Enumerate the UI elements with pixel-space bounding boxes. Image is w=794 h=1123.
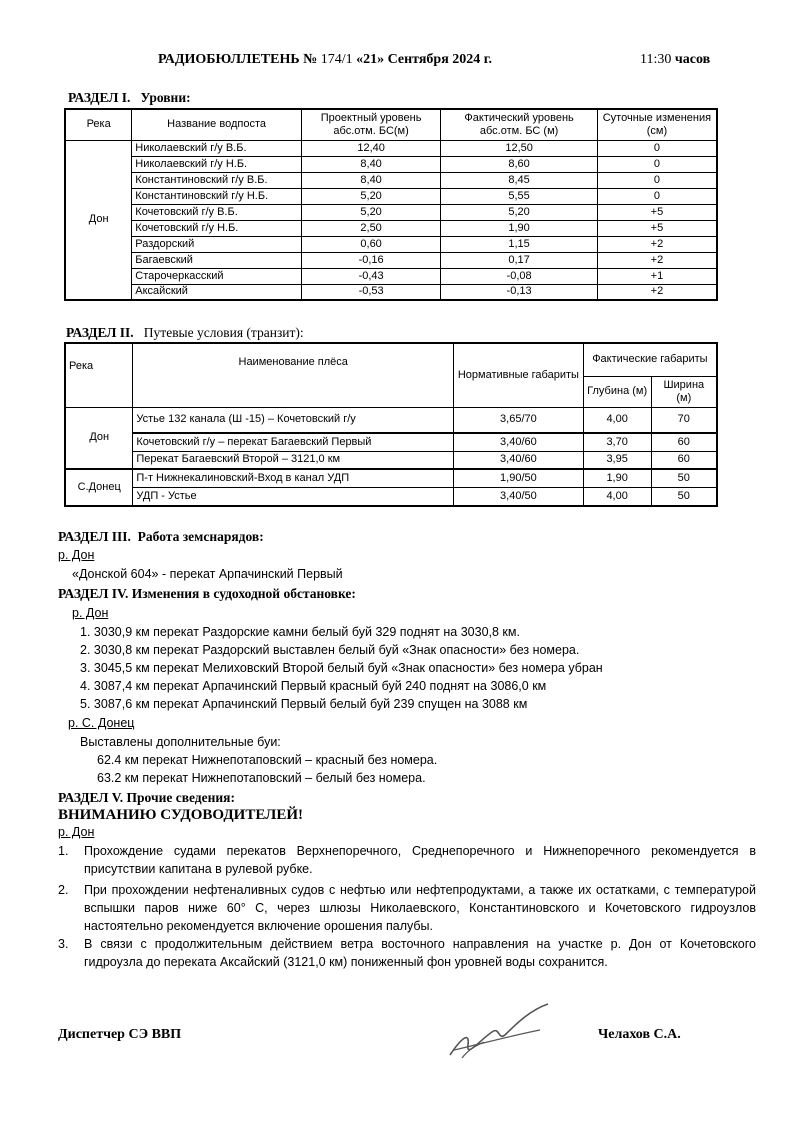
- post-name: Кочетовский г/у В.Б.: [132, 204, 302, 220]
- transit-header-river: Река: [65, 343, 133, 407]
- item-text: 3045,5 км перекат Мелиховский Второй белый буй «Знак опасности» без номера убран: [93, 661, 603, 675]
- time-value: 11:30: [640, 52, 672, 67]
- project-level: -0,43: [301, 268, 441, 284]
- item-number: 2.: [80, 643, 91, 657]
- section1-heading: [68, 90, 191, 106]
- item-text: 3087,4 км перекат Арпачинский Первый красный буй 240 поднят на 3086,0 км: [93, 679, 547, 693]
- table-row: [65, 236, 717, 252]
- levels-table: [64, 108, 718, 301]
- reach-name: П-т Нижнекалиновский-Вход в канал УДП: [133, 469, 454, 487]
- table-row: [65, 204, 717, 220]
- transit-river-cell: Дон: [65, 407, 133, 469]
- levels-header-post: Название водпоста: [132, 109, 302, 140]
- normative-value: 3,40/60: [454, 433, 584, 451]
- attention-heading: ВНИМАНИЮ СУДОВОДИТЕЛЕЙ!: [58, 807, 303, 823]
- transit-header-reach: Наименование плёса: [133, 343, 454, 407]
- actual-level: 5,20: [441, 204, 597, 220]
- daily-change: +2: [597, 252, 717, 268]
- item-text: В связи с продолжительным действием ветра восточного направления на участке р. Дон от Кочетовского гидроузла до переката Аксайский (3121,0 км) пониженный фон уровней воды сохранится.: [84, 937, 756, 969]
- item-number: 2.: [58, 883, 69, 897]
- table-row: [65, 469, 717, 487]
- title-prefix: РАДИОБЮЛЛЕТЕНЬ №: [158, 52, 318, 67]
- list-item: [58, 935, 756, 971]
- extra-buoy-item: 63.2 км перекат Нижнепотаповский – белый без номера.: [97, 771, 426, 785]
- section3-title: РАЗДЕЛ III.: [58, 529, 131, 544]
- daily-change: +1: [597, 268, 717, 284]
- list-item: [80, 661, 603, 675]
- table-row: [65, 172, 717, 188]
- depth-value: 3,70: [583, 433, 651, 451]
- bulletin-number: 174/1: [320, 52, 353, 67]
- bulletin-title: [158, 52, 492, 68]
- dispatcher-position: Диспетчер СЭ ВВП: [58, 1027, 182, 1042]
- depth-value: 4,00: [583, 407, 651, 433]
- table-row: [65, 188, 717, 204]
- depth-value: 1,90: [583, 469, 651, 487]
- reach-name: Перекат Багаевский Второй – 3121,0 км: [133, 451, 454, 469]
- transit-header-row: [65, 343, 717, 376]
- signature: [440, 1000, 560, 1065]
- item-number: 4.: [80, 679, 91, 693]
- item-number: 1.: [58, 844, 69, 858]
- actual-level: -0,08: [441, 268, 597, 284]
- section2-heading: [66, 325, 304, 341]
- section3-river: р. Дон: [58, 548, 95, 562]
- project-level: -0,16: [301, 252, 441, 268]
- levels-header-actual: Фактический уровень абс.отм. БС (м): [441, 109, 597, 140]
- list-item: [80, 643, 579, 657]
- post-name: Старочеркасский: [132, 268, 302, 284]
- actual-level: 1,15: [441, 236, 597, 252]
- table-row: [65, 407, 717, 433]
- post-name: Константиновский г/у Н.Б.: [132, 188, 302, 204]
- project-level: 5,20: [301, 188, 441, 204]
- table-row: [65, 451, 717, 469]
- width-value: 50: [651, 469, 717, 487]
- normative-value: 3,40/50: [454, 487, 584, 506]
- post-name: Багаевский: [132, 252, 302, 268]
- levels-header-river: Река: [65, 109, 132, 140]
- project-level: 0,60: [301, 236, 441, 252]
- table-row: [65, 220, 717, 236]
- normative-value: 1,90/50: [454, 469, 584, 487]
- width-value: 60: [651, 433, 717, 451]
- item-text: 3030,8 км перекат Раздорский выставлен белый буй «Знак опасности» без номера.: [93, 643, 580, 657]
- project-level: 2,50: [301, 220, 441, 236]
- width-value: 60: [651, 451, 717, 469]
- list-item: [58, 881, 756, 935]
- post-name: Константиновский г/у В.Б.: [132, 172, 302, 188]
- item-number: 3.: [58, 937, 69, 951]
- item-number: 3.: [80, 661, 91, 675]
- section4-river-donets: р. С. Донец: [68, 716, 135, 730]
- actual-level: -0,13: [441, 284, 597, 300]
- transit-table: [64, 342, 718, 507]
- dispatcher-name: Челахов С.А.: [598, 1027, 681, 1042]
- transit-header-width: Ширина (м): [651, 376, 717, 407]
- daily-change: +5: [597, 220, 717, 236]
- post-name: Кочетовский г/у Н.Б.: [132, 220, 302, 236]
- bulletin-date: «21» Сентября 2024 г.: [356, 52, 493, 67]
- dredger-line: «Донской 604» - перекат Арпачинский Первый: [72, 567, 343, 581]
- normative-value: 3,65/70: [454, 407, 584, 433]
- list-item: [80, 625, 520, 639]
- post-name: Николаевский г/у В.Б.: [132, 140, 302, 156]
- reach-name: Устье 132 канала (Ш -15) – Кочетовский г/у: [133, 407, 454, 433]
- reach-name: Кочетовский г/у – перекат Багаевский Первый: [133, 433, 454, 451]
- post-name: Аксайский: [132, 284, 302, 300]
- section1-title: РАЗДЕЛ I.: [68, 90, 131, 105]
- post-name: Раздорский: [132, 236, 302, 252]
- item-number: 1.: [80, 625, 91, 639]
- levels-header-project: Проектный уровень абс.отм. БС(м): [301, 109, 441, 140]
- section4-river-don: р. Дон: [72, 606, 109, 620]
- section3-subtitle: Работа земснарядов:: [137, 529, 264, 544]
- list-item: [58, 842, 756, 878]
- bulletin-time: [640, 52, 710, 68]
- section1-subtitle: Уровни:: [140, 90, 191, 105]
- actual-level: 5,55: [441, 188, 597, 204]
- section2-title: РАЗДЕЛ II.: [66, 325, 134, 340]
- width-value: 70: [651, 407, 717, 433]
- levels-header-change: Суточные изменения (см): [597, 109, 717, 140]
- transit-header-normative: Нормативные габариты: [454, 343, 584, 407]
- project-level: 12,40: [301, 140, 441, 156]
- project-level: 5,20: [301, 204, 441, 220]
- depth-value: 3,95: [583, 451, 651, 469]
- post-name: Николаевский г/у Н.Б.: [132, 156, 302, 172]
- extra-buoys-title: Выставлены дополнительные буи:: [80, 735, 281, 749]
- table-row: [65, 156, 717, 172]
- section5-river: р. Дон: [58, 825, 95, 839]
- levels-header-row: [65, 109, 717, 140]
- table-row: [65, 252, 717, 268]
- transit-river-cell: С.Донец: [65, 469, 133, 506]
- table-row: [65, 140, 717, 156]
- daily-change: +5: [597, 204, 717, 220]
- item-text: 3030,9 км перекат Раздорские камни белый буй 329 поднят на 3030,8 км.: [93, 625, 520, 639]
- item-text: Прохождение судами перекатов Верхнепоречного, Среднепоречного и Нижнепоречного рекомендуется в присутствии капитана в рулевой рубке.: [84, 844, 756, 876]
- table-row: [65, 487, 717, 506]
- table-row: [65, 433, 717, 451]
- daily-change: 0: [597, 172, 717, 188]
- table-row: [65, 268, 717, 284]
- item-number: 5.: [80, 697, 91, 711]
- project-level: -0,53: [301, 284, 441, 300]
- section3-heading: [58, 529, 264, 545]
- project-level: 8,40: [301, 172, 441, 188]
- section5-title: РАЗДЕЛ V. Прочие сведения:: [58, 790, 235, 805]
- actual-level: 8,60: [441, 156, 597, 172]
- depth-value: 4,00: [583, 487, 651, 506]
- table-row: [65, 284, 717, 300]
- time-unit: часов: [674, 52, 711, 67]
- extra-buoy-item: 62.4 км перекат Нижнепотаповский – красный без номера.: [97, 753, 438, 767]
- daily-change: 0: [597, 188, 717, 204]
- item-text: При прохождении нефтеналивных судов с нефтью или нефтепродуктами, а также их остатками, с температурой вспышки паров ниже 60° С, через шлюзы Николаевского, Константиновского и Кочетовского гидроузлов настоятельно рекомендуется включение орошения палубы.: [84, 883, 756, 933]
- reach-name: УДП - Устье: [133, 487, 454, 506]
- actual-level: 1,90: [441, 220, 597, 236]
- actual-level: 0,17: [441, 252, 597, 268]
- daily-change: 0: [597, 140, 717, 156]
- daily-change: +2: [597, 284, 717, 300]
- daily-change: +2: [597, 236, 717, 252]
- section2-subtitle: Путевые условия (транзит):: [143, 325, 304, 340]
- transit-header-actual: Фактические габариты: [583, 343, 717, 376]
- section4-title: РАЗДЕЛ IV. Изменения в судоходной обстановке:: [58, 586, 356, 601]
- width-value: 50: [651, 487, 717, 506]
- daily-change: 0: [597, 156, 717, 172]
- list-item: [80, 697, 527, 711]
- project-level: 8,40: [301, 156, 441, 172]
- transit-header-depth: Глубина (м): [583, 376, 651, 407]
- actual-level: 8,45: [441, 172, 597, 188]
- list-item: [80, 679, 546, 693]
- levels-river-cell: Дон: [65, 140, 132, 300]
- actual-level: 12,50: [441, 140, 597, 156]
- normative-value: 3,40/60: [454, 451, 584, 469]
- item-text: 3087,6 км перекат Арпачинский Первый белый буй 239 спущен на 3088 км: [93, 697, 528, 711]
